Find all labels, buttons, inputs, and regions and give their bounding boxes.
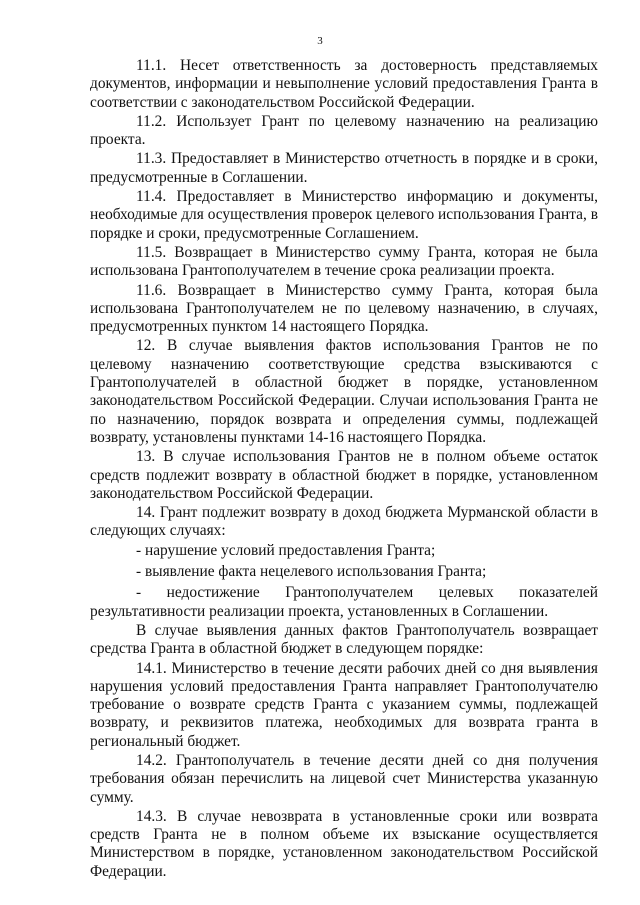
document-body bbox=[90, 57, 598, 882]
paragraph: 14.1. Министерство в течение десяти рабочих дней со дня выявления нарушения условий предоставления Гранта направляет Грантополучателю требование о возврате средств Гранта с указанием суммы, подлежащей возврату, и реквизитов платежа, необходимых для возврата гранта в региональный бюджет. bbox=[90, 659, 598, 750]
list-item: - выявление факта нецелевого использования Гранта; bbox=[136, 563, 487, 581]
paragraph: 14.3. В случае невозврата в установленные сроки или возврата средств Гранта не в полном объеме их взыскание осуществляется Министерством в порядке, установленном законодательством Российской Федерации. bbox=[90, 807, 598, 880]
list-item: - недостижение Грантополучателем целевых показателей результативности реализации проекта, установленных в Соглашении. bbox=[90, 584, 598, 620]
paragraph: 14. Грант подлежит возврату в доход бюджета Мурманской области в следующих случаях: bbox=[90, 504, 598, 540]
paragraph: 14.2. Грантополучатель в течение десяти дней со дня получения требования обязан перечислить на лицевой счет Министерства указанную сумму. bbox=[90, 751, 598, 806]
list-item: - нарушение условий предоставления Гранта; bbox=[136, 541, 436, 559]
paragraph: 11.3. Предоставляет в Министерство отчетность в порядке и в сроки, предусмотренные в Соглашении. bbox=[90, 150, 598, 186]
paragraph: 11.1. Несет ответственность за достоверность представляемых документов, информации и невыполнение условий предоставления Гранта в соответствии с законодательством Российской Федерации. bbox=[90, 57, 598, 111]
paragraph: 11.6. Возвращает в Министерство сумму Гранта, которая была использована Грантополучателем не по целевому назначению, в случаях, предусмотренных пунктом 14 настоящего Порядка. bbox=[90, 281, 598, 336]
paragraph: 13. В случае использования Грантов не в полном объеме остаток средств подлежит возврату в областной бюджет в порядке, установленном законодательством Российской Федерации. bbox=[90, 448, 598, 502]
paragraph: 11.4. Предоставляет в Министерство информацию и документы, необходимые для осуществления проверок целевого использования Гранта, в порядке и сроки, предусмотренные Соглашением. bbox=[90, 188, 598, 242]
paragraph: 12. В случае выявления фактов использования Грантов не по целевому назначению соответствующие средства взыскиваются с Грантополучателей в областной бюджет в порядке, установленном законодательством Российской Федерации. Случаи использования Гранта не по назначению, порядок возврата и определения суммы, подлежащей возврату, установлены пунктами 14-16 настоящего Порядка. bbox=[90, 337, 598, 446]
paragraph: 11.2. Использует Грант по целевому назначению на реализацию проекта. bbox=[90, 112, 598, 149]
paragraph: В случае выявления данных фактов Грантополучатель возвращает средства Гранта в областной бюджет в следующем порядке: bbox=[90, 621, 598, 658]
page-number: 3 bbox=[317, 35, 323, 47]
paragraph: 11.5. Возвращает в Министерство сумму Гранта, которая не была использована Грантополучателем в течение срока реализации проекта. bbox=[90, 243, 598, 280]
